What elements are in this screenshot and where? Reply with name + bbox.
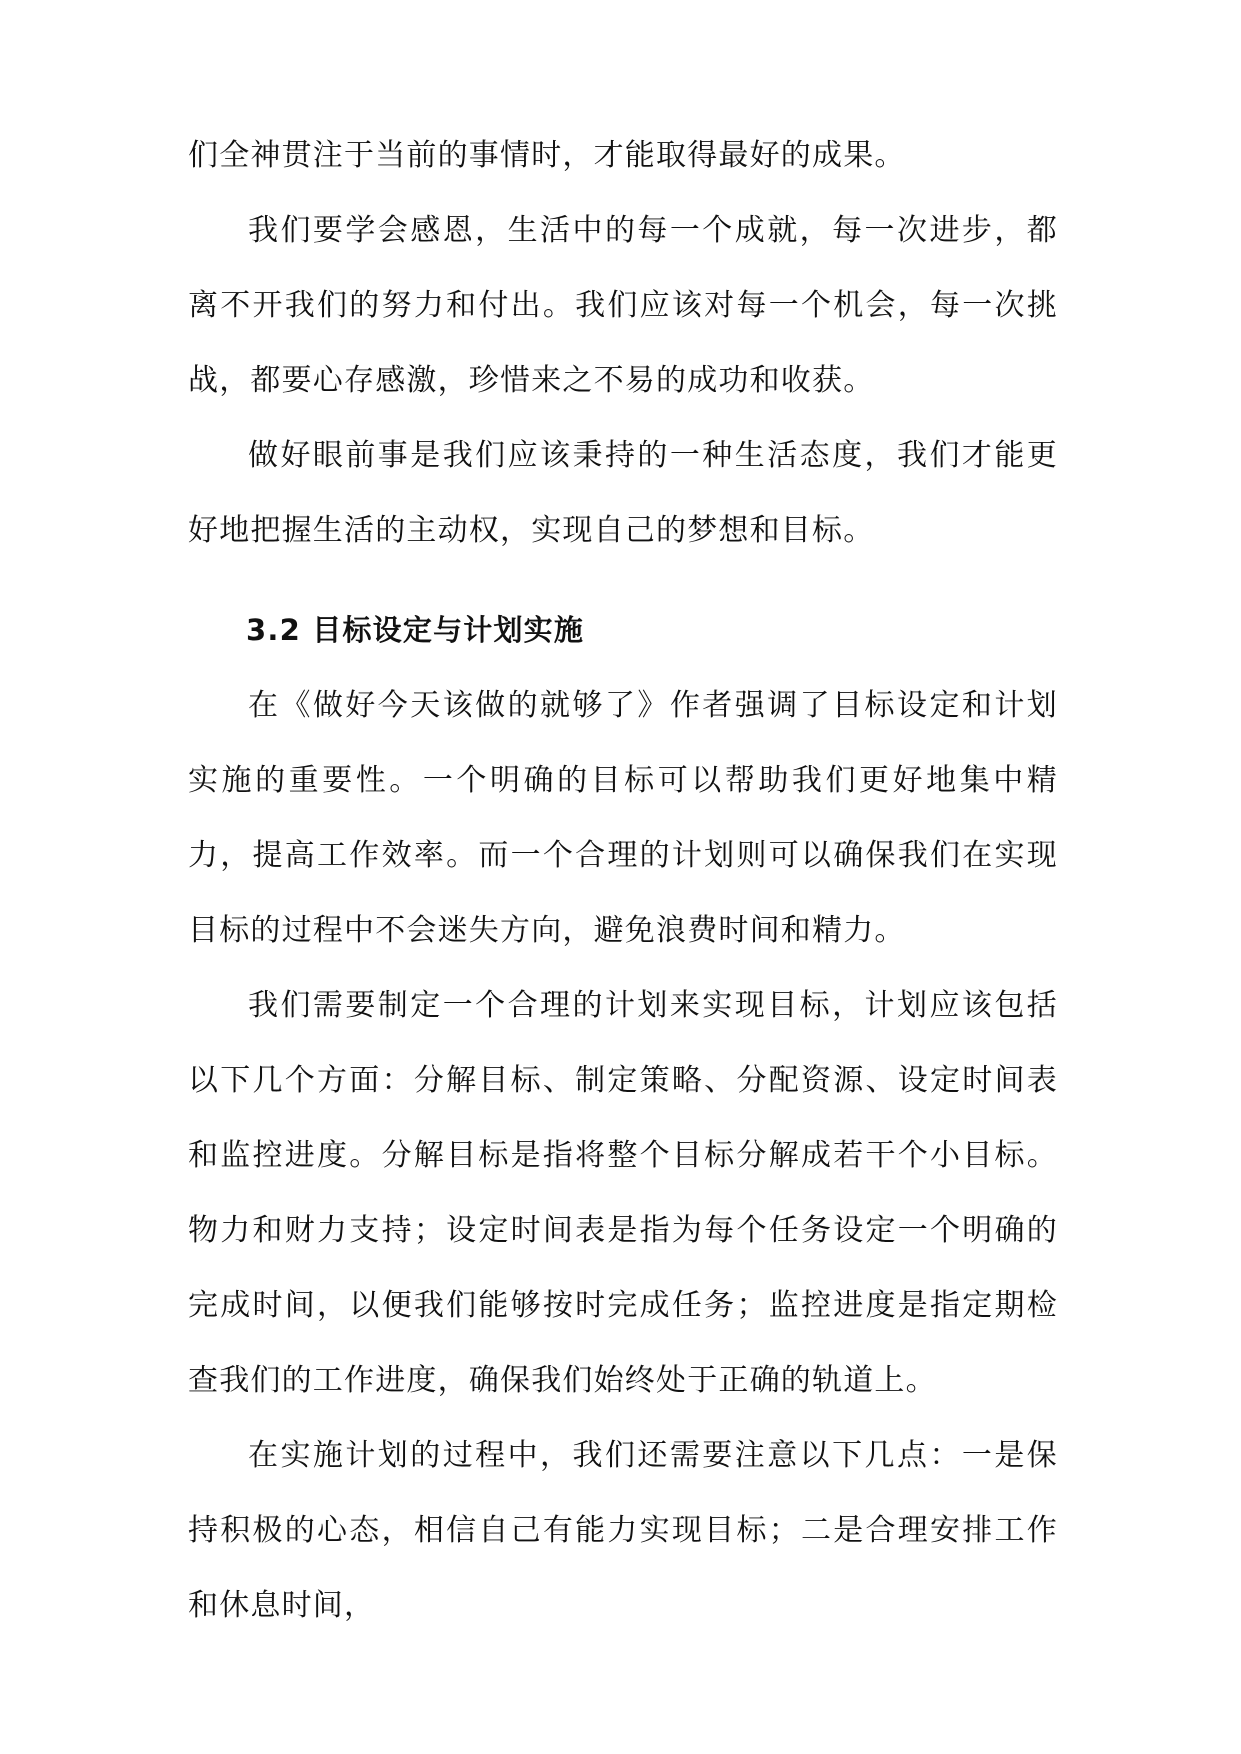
section-spacer [188, 568, 1058, 593]
body-text [188, 118, 1058, 1643]
continuation-paragraph: 们全神贯注于当前的事情时，才能取得最好的成果。 [188, 138, 906, 173]
paragraph-plan-components: 我们需要制定一个合理的计划来实现目标，计划应该包括以下几个方面：分解目标、制定策略、分配资源、设定时间表和监控进度。分解目标是指将整个目标分解成若干个小目标。物力和财力支持；设定时间表是指为每个任务设定一个明确的完成时间，以便我们能够按时完成任务；监控进度是指定期检查我们的工作进度，确保我们始终处于正确的轨道上。 [188, 988, 1058, 1398]
section-heading: 3.2 目标设定与计划实施 [246, 613, 585, 647]
paragraph-goal-importance: 在《做好今天该做的就够了》作者强调了目标设定和计划实施的重要性。一个明确的目标可以帮助我们更好地集中精力，提高工作效率。而一个合理的计划则可以确保我们在实现目标的过程中不会迷失方向，避免浪费时间和精力。 [188, 688, 1058, 948]
paragraph-implementation: 在实施计划的过程中，我们还需要注意以下几点：一是保持积极的心态，相信自己有能力实现目标；二是合理安排工作和休息时间， [188, 1438, 1058, 1623]
paragraph-gratitude: 我们要学会感恩，生活中的每一个成就，每一次进步，都离不开我们的努力和付出。我们应该对每一个机会，每一次挑战，都要心存感激，珍惜来之不易的成功和收获。 [188, 213, 1058, 398]
paragraph-attitude: 做好眼前事是我们应该秉持的一种生活态度，我们才能更好地把握生活的主动权，实现自己的梦想和目标。 [188, 438, 1058, 548]
